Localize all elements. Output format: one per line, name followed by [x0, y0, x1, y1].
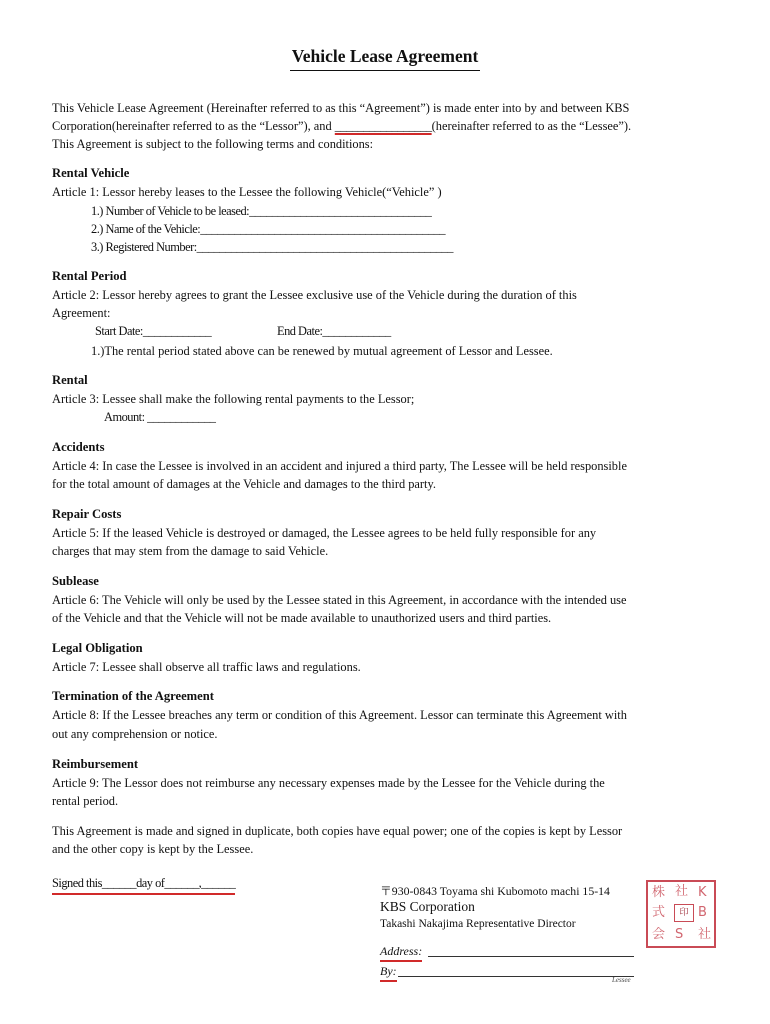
seal-center-mark: 印 [674, 904, 694, 922]
seal-char: K [698, 885, 707, 900]
address-signature-line[interactable] [428, 956, 634, 957]
article-2-line-2: Agreement: [52, 306, 111, 320]
document-title: Vehicle Lease Agreement [0, 46, 770, 71]
heading-reimbursement: Reimbursement [52, 757, 139, 771]
seal-char: 株 [652, 885, 666, 900]
heading-termination: Termination of the Agreement [52, 689, 214, 703]
article-8-line-2: out any comprehension or notice. [52, 727, 218, 741]
by-label: By: [380, 964, 397, 982]
intro-line-3: This Agreement is subject to the following terms and conditions: [52, 137, 374, 151]
start-date-field[interactable]: Start Date:____________ [95, 324, 212, 338]
article-6-line-1: Article 6: The Vehicle will only be used by the Lessee stated in this Agreement, in accordance with the intended use [52, 593, 627, 607]
by-signature-line[interactable] [398, 976, 634, 977]
seal-char: 社 [675, 884, 689, 899]
article-5-line-1: Article 5: If the leased Vehicle is destroyed or damaged, the Lessee agrees to be held fully responsible for any [52, 526, 597, 540]
signed-date-field[interactable]: Signed this______day of______,______ [52, 876, 235, 895]
lessor-company: KBS Corporation [380, 899, 475, 914]
company-seal-stamp [646, 880, 716, 948]
seal-char: 会 [652, 927, 666, 942]
heading-sublease: Sublease [52, 574, 99, 588]
lessor-address: 〒930-0843 Toyama shi Kubomoto machi 15-14 [380, 884, 610, 898]
lessee-caption: Lessee [612, 976, 631, 984]
rental-period-renewal: 1.)The rental period stated above can be renewed by mutual agreement of Lessor and Lessee. [91, 344, 553, 358]
lessor-representative: Takashi Nakajima Representative Director [380, 918, 576, 930]
heading-rental-period: Rental Period [52, 269, 127, 283]
registered-number-field[interactable]: 3.) Registered Number:_____________________________________________ [91, 240, 453, 254]
article-4-line-2: for the total amount of damages at the Vehicle and damages to the third party. [52, 477, 436, 491]
seal-char: 式 [652, 905, 666, 920]
seal-char: B [698, 905, 707, 920]
address-label: Address: [380, 944, 422, 962]
article-6-line-2: of the Vehicle and that the Vehicle will not be made available to unauthorized users and third parties. [52, 611, 552, 625]
article-1: Article 1: Lessor hereby leases to the Lessee the following Vehicle(“Vehicle” ) [52, 185, 442, 199]
end-date-field[interactable]: End Date:____________ [277, 324, 391, 338]
article-9-line-2: rental period. [52, 794, 119, 808]
heading-legal-obligation: Legal Obligation [52, 641, 143, 655]
amount-field[interactable]: Amount: ____________ [104, 410, 216, 424]
heading-accidents: Accidents [52, 440, 105, 454]
heading-repair-costs: Repair Costs [52, 507, 122, 521]
closing-line-2: and the other copy is kept by the Lessee. [52, 842, 254, 856]
heading-rental-vehicle: Rental Vehicle [52, 166, 130, 180]
article-9-line-1: Article 9: The Lessor does not reimburse any necessary expenses made by the Lessee for the Vehicle during the [52, 776, 605, 790]
article-8-line-1: Article 8: If the Lessee breaches any term or condition of this Agreement. Lessor can terminate this Agreement with [52, 708, 627, 722]
intro-line-1: This Vehicle Lease Agreement (Hereinafter referred to as this “Agreement”) is made enter into by and between KBS [52, 101, 630, 115]
vehicle-name-field[interactable]: 2.) Name of the Vehicle:___________________________________________ [91, 222, 446, 236]
article-4-line-1: Article 4: In case the Lessee is involved in an accident and injured a third party, The Lessee will be held responsible [52, 459, 627, 473]
lessee-name-blank[interactable]: _________________ [334, 119, 432, 133]
article-2-line-1: Article 2: Lessor hereby agrees to grant the Lessee exclusive use of the Vehicle during the duration of this [52, 288, 577, 302]
vehicle-number-field[interactable]: 1.) Number of Vehicle to be leased:________________________________ [91, 204, 432, 218]
article-7: Article 7: Lessee shall observe all traffic laws and regulations. [52, 660, 361, 674]
seal-char: 社 [698, 927, 712, 942]
seal-char: S [675, 927, 684, 942]
closing-line-1: This Agreement is made and signed in duplicate, both copies have equal power; one of the copies is kept by Lessor [52, 824, 623, 838]
article-5-line-2: charges that may stem from the damage to said Vehicle. [52, 544, 329, 558]
heading-rental: Rental [52, 373, 88, 387]
article-3: Article 3: Lessee shall make the following rental payments to the Lessor; [52, 392, 415, 406]
intro-line-2: Corporation(hereinafter referred to as the “Lessor”), and _________________(hereinafter referred to as the “Lessee”). [52, 119, 632, 133]
